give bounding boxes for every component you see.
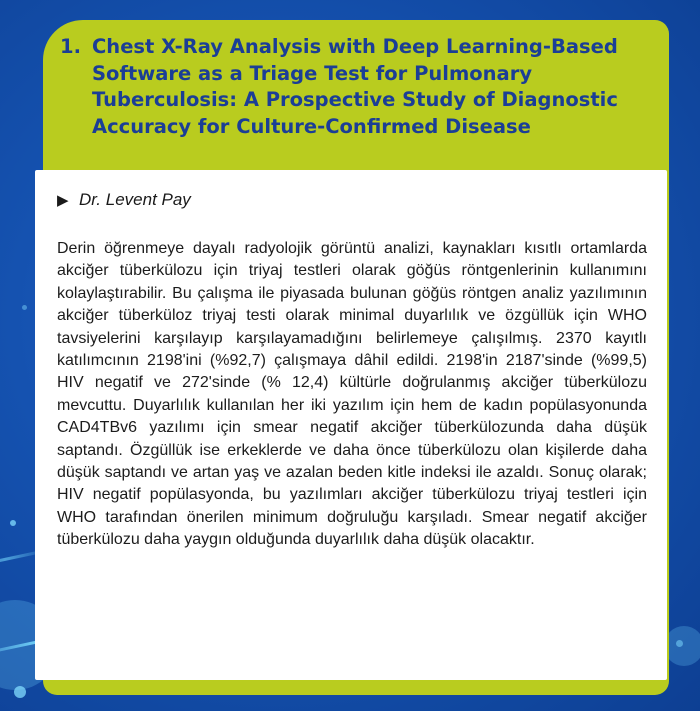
article-title-text: Chest X-Ray Analysis with Deep Learning-Based Software as a Triage Test for Pulmonary Tuberculosis: A Prospective Study of Diagnostic Accuracy for Culture-Confirmed Disease — [92, 35, 618, 138]
author-name: Dr. Levent Pay — [79, 190, 191, 209]
background-light-dot — [10, 520, 16, 526]
article-number: 1. — [60, 35, 81, 58]
article-title — [60, 34, 672, 140]
play-triangle-icon: ▶ — [57, 192, 69, 209]
background-light-dot — [14, 686, 26, 698]
article-abstract: Derin öğrenmeye dayalı radyolojik görüntü analizi, kaynakları kısıtlı ortamlarda akciğer tüberkülozu için triyaj testleri olarak göğüs röntgenlerinin kullanımını kolaylaştırabilir. Bu çalışma ile piyasada bulunan göğüs röntgen analiz yazılımının akciğer tüberküloz triyaj testi olarak minimal duyarlılık ve özgüllük için WHO tavsiyelerini karşılayıp karşılayamadığını belirlemeye çalışılmış. 2370 kayıtlı katılımcının 2198'ini (%92,7) çalışmaya dâhil edildi. 2198'in 2187'sinde (%99,5) HIV negatif ve 272'sinde (% 12,4) kültürle doğrulanmış akciğer tüberkülozu mevcuttu. Duyarlılık kullanılan her iki yazılım için hem de kadın popülasyonunda CAD4TBv6 yazılımı için smear negatif akciğer tüberkülozunda daha düşük saptandı. Özgüllük ise erkeklerde ve daha önce tüberkülozu olan kişilerde daha düşük saptandı ve artan yaş ve azalan beden kitle indeksi ile azaldı. Sonuç olarak; HIV negatif popülasyonda, bu yazılımları akciğer tüberkülozu triyaj testleri için WHO tarafından önerilen minimum doğruluğu karşıladı. Smear negatif akciğer tüberkülozu daha yaygın olduğunda duyarlılık daha düşük olacaktır. — [57, 240, 647, 549]
background-light-dot — [22, 305, 27, 310]
author-line — [57, 189, 191, 212]
background-glow — [664, 626, 700, 666]
